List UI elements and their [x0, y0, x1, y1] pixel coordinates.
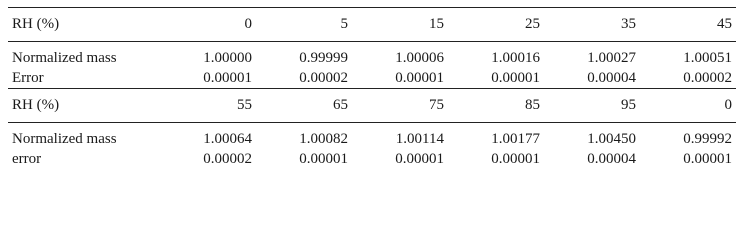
row-label: Normalized mass [12, 131, 117, 147]
cell-value: 0.00001 [395, 151, 444, 167]
row-label: error [12, 151, 42, 167]
cell-value: 0.00002 [256, 68, 352, 89]
rh-mass-table [8, 7, 736, 169]
row-label: Normalized mass [12, 50, 117, 66]
header-value: 45 [640, 8, 736, 42]
cell-value: 0.00001 [683, 151, 732, 167]
header-value: 15 [352, 8, 448, 42]
cell-value: 0.00001 [160, 68, 256, 89]
cell-value: 1.00177 [491, 131, 540, 147]
header-value: 85 [448, 89, 544, 123]
cell-value: 0.99999 [299, 50, 348, 66]
cell-value: 1.00450 [587, 131, 636, 147]
cell-value: 1.00051 [683, 50, 732, 66]
row-label: Error [8, 68, 160, 89]
cell-value: 1.00006 [395, 50, 444, 66]
table-row [8, 123, 736, 150]
cell-value: 1.00027 [587, 50, 636, 66]
cell-value: 0.00002 [203, 151, 252, 167]
cell-value: 0.00001 [352, 68, 448, 89]
header-value: 35 [544, 8, 640, 42]
table-row [8, 149, 736, 169]
cell-value: 0.00004 [587, 151, 636, 167]
cell-value: 1.00114 [395, 131, 444, 147]
header-label: RH (%) [8, 8, 160, 42]
cell-value: 1.00000 [203, 50, 252, 66]
cell-value: 0.00002 [640, 68, 736, 89]
cell-value: 1.00016 [491, 50, 540, 66]
header-value: 95 [544, 89, 640, 123]
table-row [8, 42, 736, 69]
header-value: 75 [352, 89, 448, 123]
table-header-row [8, 8, 736, 42]
table-row [8, 68, 736, 89]
cell-value: 0.99992 [683, 131, 732, 147]
header-value: 65 [256, 89, 352, 123]
header-value: 55 [160, 89, 256, 123]
cell-value: 1.00082 [299, 131, 348, 147]
cell-value: 0.00001 [491, 151, 540, 167]
cell-value: 0.00004 [544, 68, 640, 89]
header-value: 0 [160, 8, 256, 42]
table-header-row [8, 89, 736, 123]
cell-value: 1.00064 [203, 131, 252, 147]
header-value: 0 [640, 89, 736, 123]
header-label: RH (%) [8, 89, 160, 123]
header-value: 25 [448, 8, 544, 42]
cell-value: 0.00001 [299, 151, 348, 167]
cell-value: 0.00001 [448, 68, 544, 89]
header-value: 5 [256, 8, 352, 42]
